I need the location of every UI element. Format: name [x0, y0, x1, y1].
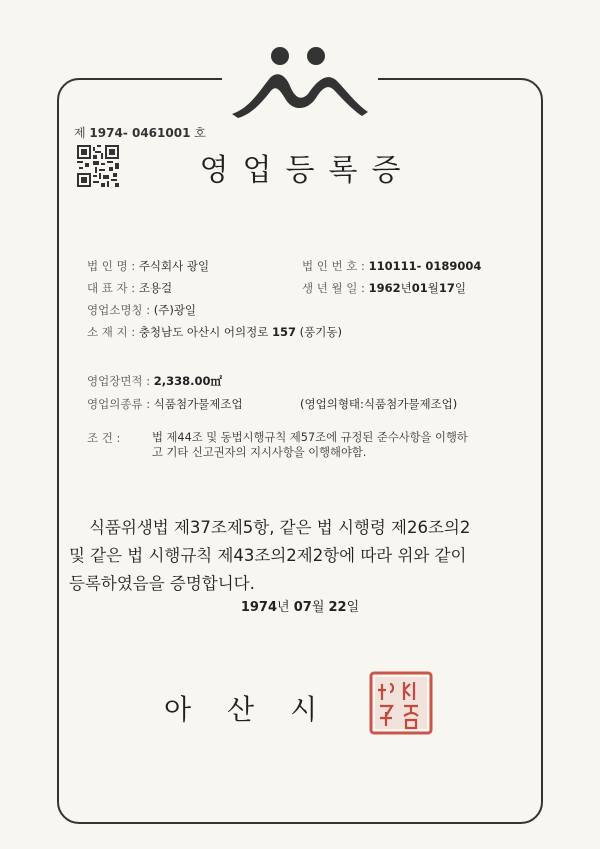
conditions-line-1: 법 제44조 및 동법시행규칙 제57조에 규정된 준수사항을 이행하: [152, 431, 468, 444]
conditions-text: [152, 430, 468, 460]
corp-name-value: 주식회사 광일: [138, 259, 210, 273]
location-label: 소 재 지 :: [87, 325, 136, 339]
representative-label: 대 표 자 :: [87, 281, 136, 295]
doc-number-suffix: 호: [194, 126, 206, 140]
business-form-value: (영업의형태:식품첨가물제조업): [300, 397, 458, 411]
business-form: [300, 396, 457, 412]
issue-date: 1974년 07월 22일: [240, 600, 360, 615]
issuer-name: 아산시: [164, 693, 354, 726]
representative-value: 조용걸: [138, 281, 173, 295]
certification-line-1: 식품위생법 제37조제5항, 같은 법 시행령 제26조의2: [89, 518, 471, 537]
corp-reg-no-value: 110111- 0189004: [368, 259, 482, 273]
certification-statement: [69, 514, 539, 598]
field-conditions-label: [87, 430, 120, 446]
area-label: 영업장면적 :: [87, 374, 151, 388]
business-type-label: 영업의종류 :: [87, 397, 151, 411]
document-number: [74, 124, 206, 141]
business-type-value: 식품첨가물제조업: [153, 397, 243, 411]
corp-reg-no-label: 법 인 번 호 :: [302, 259, 365, 273]
location-value: 충청남도 아산시 어의정로 157 (풍기동): [138, 325, 342, 339]
birth-date-value: 1962년01월17일: [368, 281, 466, 295]
business-name-label: 영업소명칭 :: [87, 303, 151, 317]
certification-line-2: 및 같은 법 시행규칙 제43조의2제2항에 따라 위와 같이: [69, 546, 467, 565]
field-corp-reg-no: [302, 258, 481, 274]
field-area: [87, 373, 222, 389]
certificate-title: 영업등록증: [199, 153, 415, 188]
field-location: [87, 324, 342, 340]
birth-date-label: 생 년 월 일 :: [302, 281, 365, 295]
conditions-line-2: 고 기타 신고권자의 지시사항을 이행해야함.: [152, 446, 367, 459]
doc-number-value: 1974- 0461001: [89, 126, 191, 140]
certification-line-3: 등록하였음을 증명합니다.: [69, 574, 255, 593]
asan-city-emblem-icon: [230, 42, 370, 118]
field-business-name: [87, 302, 196, 318]
official-seal-icon: [368, 670, 434, 736]
doc-number-prefix: 제: [74, 126, 86, 140]
business-name-value: (주)광일: [153, 303, 197, 317]
field-representative: [87, 280, 172, 296]
corp-name-label: 법 인 명 :: [87, 259, 136, 273]
conditions-label: 조 건 :: [87, 431, 121, 445]
field-corp-name: [87, 258, 209, 274]
field-birth-date: [302, 280, 466, 296]
field-business-type: [87, 396, 243, 412]
area-value: 2,338.00㎡: [153, 374, 222, 388]
